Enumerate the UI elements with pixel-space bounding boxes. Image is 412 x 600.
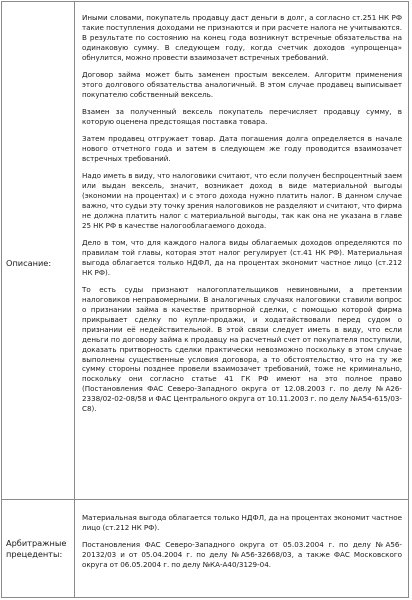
description-label-cell bbox=[2, 2, 75, 499]
description-paragraph-3: Взамен за полученный вексель покупатель перечисляет продавцу сумму, в которую оценена предстоящая поставка товара. bbox=[82, 107, 402, 126]
document-table bbox=[1, 1, 409, 598]
description-paragraph-2: Договор займа может быть заменен простым векселем. Алгоритм применения этого долгового обязательства аналогичный. В этом случае продавец выписывает покупателю собственный вексель. bbox=[82, 69, 402, 99]
description-paragraph-7: То есть суды признают налогоплательщиков невиновными, а претензии налоговиков неправомерными. В аналогичных случаях налоговики ставили вопрос о признании займа в качестве притворной сделки, с помощью которой фирма прикрывает сделку по купли-продажи, и ходатайствовали перед судом о признании её недействительной. В этой связи следует иметь в виду, что если деньги по договору займа к продавцу на расчетный счет от покупателя поступили, доказать притворность сделки практически невозможно поскольку в этом случае выполнены существенные условия договора, а то обстоятельство, что на ту же сумму стороны позднее провели взаимозачет требований, тоже не криминально, поскольку они согласно статье 41 ГК РФ имеют на это полное право (Постановления ФАС Северо-Западного округа от 12.08.2003 г. по делу №А26-2338/02-02-08/58 и ФАС Центрального округа от 10.11.2003 г. по делу №А54-615/03-С8). bbox=[82, 285, 402, 414]
precedents-paragraph-2: Постановления ФАС Северо-Западного округа от 05.03.2004 г. по делу №А56-20132/03 и от 05.04.2004 г. по делу №А56-32668/03, а также ФАС Московского округа от 06.05.2004 г. по делу №КА-А40/3129-04. bbox=[82, 539, 402, 569]
precedents-content-cell bbox=[82, 500, 402, 597]
description-paragraph-1: Иными словами, покупатель продавцу даст деньги в долг, а согласно ст.251 НК РФ такие поступления доходами не признаются и при расчете налога не учитываются. В результате по состоянию на конец года возникнут встречные обязательства на одинаковую сумму. В следующем году, когда счетчик доходов «упрощенца» обнулится, можно провести взаимозачет встречных требований. bbox=[82, 13, 402, 62]
precedents-label-cell bbox=[2, 500, 75, 597]
description-label: Описание: bbox=[6, 258, 52, 268]
description-paragraph-5: Надо иметь в виду, что налоговики считают, что если получен беспроцентный заем или выдан вексель, значит, возникает доход в виде материальной выгоды (экономии на процентах) и с этого дохода нужно платить налог. В данном случае важно, что судьи эту точку зрения налоговиков не разделяют и считают, что фирма не должна платить налог с материальной выгоды, так как она не указана в главе 25 НК РФ в качестве налогооблагаемого дохода. bbox=[82, 171, 402, 230]
precedents-label: Арбитражные прецеденты: bbox=[6, 537, 67, 559]
description-paragraph-6: Дело в том, что для каждого налога виды облагаемых доходов определяются по правилам той главы, которая этот налог регулирует (ст.41 НК РФ). Материальная выгода облагается только НДФЛ, да на процентах экономит частное лицо (ст.212 НК РФ). bbox=[82, 238, 402, 277]
description-row bbox=[2, 2, 408, 500]
description-content-cell bbox=[82, 2, 402, 499]
precedents-paragraph-1: Материальная выгода облагается только НДФЛ, да на процентах экономит частное лицо (ст.212 НК РФ). bbox=[82, 513, 402, 532]
description-paragraph-4: Затем продавец отгружает товар. Дата погашения долга определяется в начале нового отчетного года и затем в следующем же году проводится взаимозачет встречных требований. bbox=[82, 134, 402, 164]
precedents-row bbox=[2, 500, 408, 597]
